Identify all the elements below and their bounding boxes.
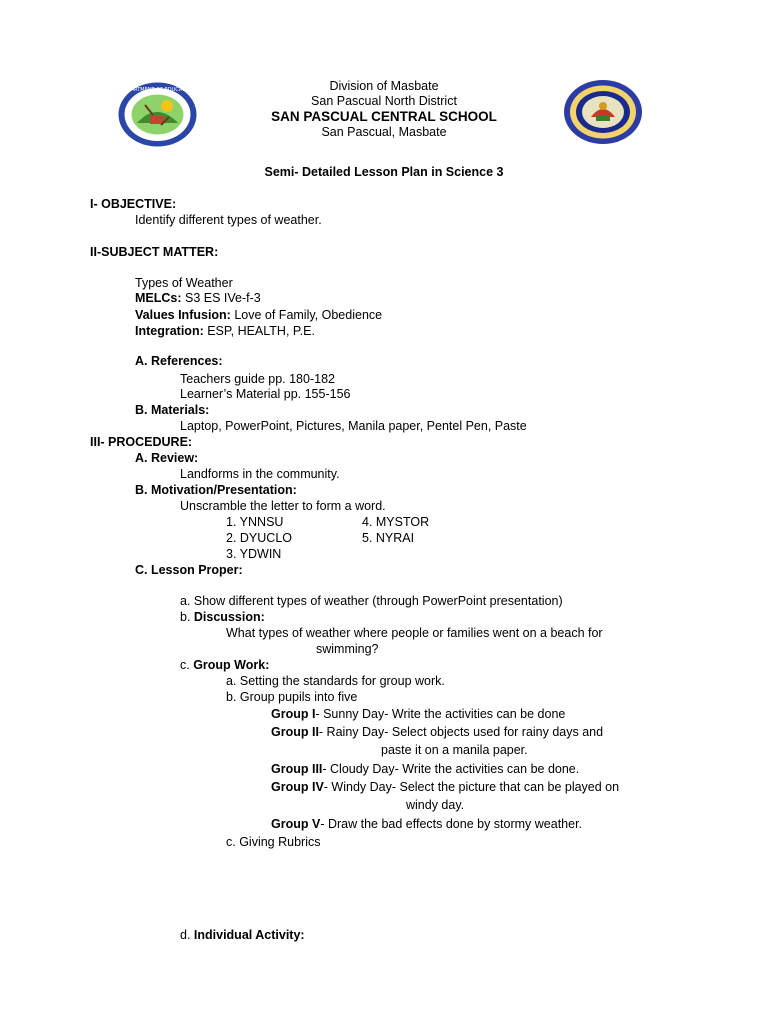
group-item: Group II- Rainy Day- Select objects used for rainy days and: [271, 725, 604, 739]
objective-heading: I- OBJECTIVE:: [90, 197, 177, 211]
group-item: Group IV- Windy Day- Select the picture that can be played on: [271, 780, 620, 794]
scrambled-word: 3. YDWIN: [226, 547, 282, 561]
values-value: Love of Family, Obedience: [230, 308, 383, 322]
reference-item: Teachers guide pp. 180-182: [180, 372, 335, 386]
reference-item: Learner’s Material pp. 155-156: [180, 387, 351, 401]
melcs-line: [135, 292, 261, 305]
integration-line: [135, 325, 315, 338]
group-item: Group V- Draw the bad effects done by stormy weather.: [271, 817, 583, 831]
melcs-label: MELCs:: [135, 291, 182, 305]
lesson-proper-heading: C. Lesson Proper:: [135, 563, 243, 577]
group-item-cont: windy day.: [406, 798, 465, 812]
motivation-heading: B. Motivation/Presentation:: [135, 483, 297, 497]
discussion-question-cont: swimming?: [316, 642, 379, 656]
lesson-item-a: a. Show different types of weather (through PowerPoint presentation): [180, 594, 563, 608]
district-text: San Pascual North District: [311, 94, 457, 108]
melcs-value: S3 ES IVe-f-3: [181, 291, 261, 305]
references-heading: A. References:: [135, 354, 223, 368]
school-name: SAN PASCUAL CENTRAL SCHOOL: [271, 109, 497, 124]
integration-label: Integration:: [135, 324, 204, 338]
group-label: Group III: [271, 762, 323, 776]
group-label: Group IV: [271, 780, 324, 794]
topic-text: Types of Weather: [135, 276, 233, 290]
lesson-plan-title: Semi- Detailed Lesson Plan in Science 3: [264, 165, 504, 179]
group-work-step: c. Giving Rubrics: [226, 835, 321, 849]
discussion-question: What types of weather where people or families went on a beach for: [226, 626, 603, 640]
subject-matter-heading: II-SUBJECT MATTER:: [90, 245, 219, 259]
group-work-step: b. Group pupils into five: [226, 690, 358, 704]
values-label: Values Infusion:: [135, 308, 231, 322]
individual-activity-label: Individual Activity:: [193, 928, 305, 942]
materials-heading: B. Materials:: [135, 403, 210, 417]
group-label: Group V: [271, 817, 321, 831]
discussion-label: Discussion:: [193, 610, 265, 624]
group-item: Group I- Sunny Day- Write the activities can be done: [271, 707, 566, 721]
integration-value: ESP, HEALTH, P.E.: [203, 324, 315, 338]
review-text: Landforms in the community.: [180, 467, 340, 481]
seal-ring-text: DEPARTMENT OF EDUCATION: [121, 87, 194, 93]
school-location: San Pascual, Masbate: [321, 125, 447, 139]
group-work-label: Group Work:: [193, 658, 270, 672]
lesson-item-b: b. Discussion:: [180, 610, 265, 624]
materials-text: Laptop, PowerPoint, Pictures, Manila paper, Pentel Pen, Paste: [180, 419, 527, 433]
objective-text: Identify different types of weather.: [135, 213, 322, 227]
lesson-item-c: c. Group Work:: [180, 658, 270, 672]
values-line: [135, 309, 382, 322]
scrambled-word: 2. DYUCLO: [226, 531, 292, 545]
group-item-cont: paste it on a manila paper.: [381, 743, 528, 757]
group-item: Group III- Cloudy Day- Write the activities can be done.: [271, 762, 580, 776]
division-text: Division of Masbate: [329, 79, 439, 93]
review-heading: A. Review:: [135, 451, 199, 465]
group-work-step: a. Setting the standards for group work.: [226, 674, 445, 688]
scrambled-word: 1. YNNSU: [226, 515, 284, 529]
lesson-item-d: d. Individual Activity:: [180, 928, 305, 942]
scrambled-word: 5. NYRAI: [362, 531, 415, 545]
group-label: Group I: [271, 707, 316, 721]
motivation-text: Unscramble the letter to form a word.: [180, 499, 386, 513]
procedure-heading: III- PROCEDURE:: [90, 435, 193, 449]
scrambled-word: 4. MYSTOR: [362, 515, 430, 529]
group-label: Group II: [271, 725, 319, 739]
